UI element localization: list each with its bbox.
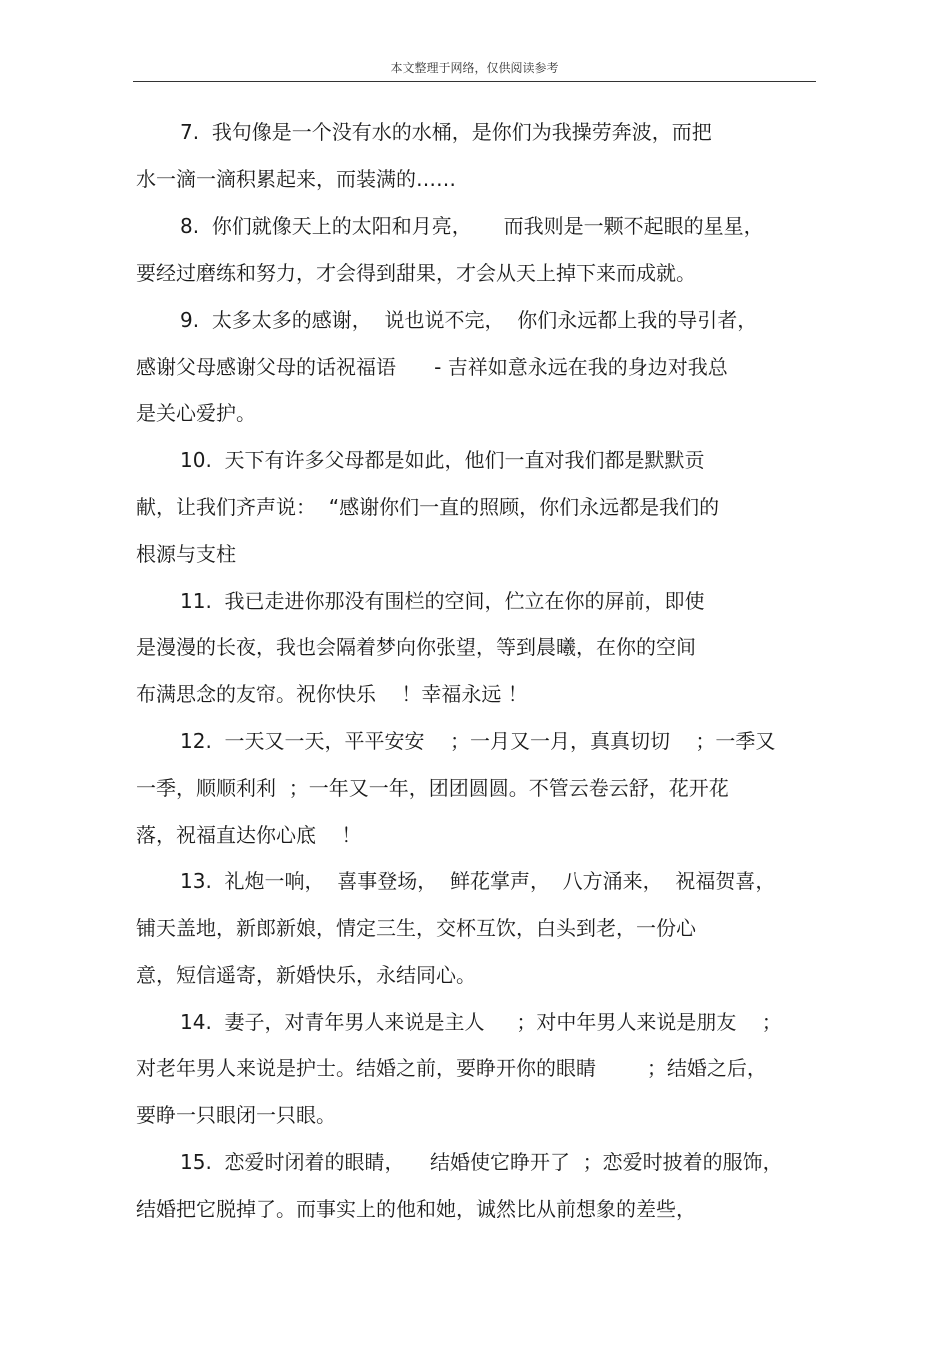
paragraph-number: 13. [180, 869, 212, 893]
line-text: 我已走进你那没有围栏的空间，伫立在你的屏前，即使 [224, 589, 705, 613]
line-text: 一天又一天，平平安安 ；一月又一月，真真切切 ；一季又 [224, 729, 776, 753]
paragraph-15-line-1 [180, 1148, 783, 1176]
paragraph-number: 12. [180, 729, 212, 753]
line-text: 恋爱时闭着的眼睛， 结婚使它睁开了 ；恋爱时披着的服饰， [224, 1150, 783, 1174]
paragraph-13-line-3: 意，短信遥寄，新婚快乐，永结同心。 [136, 963, 476, 987]
paragraph-11-line-1 [180, 587, 705, 615]
paragraph-9-line-2: 感谢父母感谢父母的话祝福语 - 吉祥如意永远在我的身边对我总 [136, 355, 728, 379]
paragraph-7-line-2: 水一滴一滴积累起来，而装满的…… [136, 167, 456, 191]
paragraph-number: 10. [180, 448, 212, 472]
line-text: 太多太多的感谢， 说也说不完， 你们永远都上我的导引者， [211, 308, 758, 332]
paragraph-7-line-1 [180, 118, 712, 146]
paragraph-number: 14. [180, 1010, 212, 1034]
paragraph-14-line-3: 要睁一只眼闭一只眼。 [136, 1103, 336, 1127]
paragraph-8-line-1 [180, 212, 764, 240]
paragraph-15-line-2: 结婚把它脱掉了。而事实上的他和她，诚然比从前想象的差些， [136, 1197, 696, 1221]
line-text: 我句像是一个没有水的水桶，是你们为我操劳奔波，而把 [211, 120, 712, 144]
paragraph-11-line-3: 布满思念的友帘。祝你快乐 ！幸福永远 ！ [136, 682, 528, 706]
paragraph-number: 8. [180, 214, 200, 238]
paragraph-10-line-1 [180, 446, 705, 474]
paragraph-8-line-2: 要经过磨练和努力，才会得到甜果，才会从天上掉下来而成就。 [136, 261, 696, 285]
paragraph-13-line-2: 铺天盖地，新郎新娘，情定三生，交杯互饮，白头到老，一份心 [136, 916, 696, 940]
paragraph-10-line-3: 根源与支柱 [136, 542, 236, 566]
line-text: 礼炮一响， 喜事登场， 鲜花掌声， 八方涌来， 祝福贺喜， [224, 869, 776, 893]
line-text: 你们就像天上的太阳和月亮， 而我则是一颗不起眼的星星， [211, 214, 764, 238]
paragraph-number: 15. [180, 1150, 212, 1174]
paragraph-12-line-3: 落，祝福直达你心底 ！ [136, 823, 362, 847]
paragraph-9-line-3: 是关心爱护。 [136, 401, 256, 425]
paragraph-9-line-1 [180, 306, 757, 334]
paragraph-12-line-2: 一季，顺顺利利 ；一年又一年，团团圆圆。不管云卷云舒，花开花 [136, 776, 729, 800]
paragraph-14-line-2: 对老年男人来说是护士。结婚之前，要睁开你的眼睛 ；结婚之后， [136, 1056, 767, 1080]
paragraph-number: 7. [180, 120, 200, 144]
line-text: 天下有许多父母都是如此，他们一直对我们都是默默贡 [224, 448, 705, 472]
paragraph-number: 11. [180, 589, 212, 613]
page-header [133, 57, 816, 82]
paragraph-14-line-1 [180, 1008, 782, 1036]
header-note: 本文整理于网络，仅供阅读参考 [390, 61, 559, 75]
paragraph-10-line-2: 献，让我们齐声说： “感谢你们一直的照顾，你们永远都是我们的 [136, 495, 720, 519]
paragraph-12-line-1 [180, 727, 775, 755]
paragraph-number: 9. [180, 308, 200, 332]
paragraph-13-line-1 [180, 867, 775, 895]
line-text: 妻子，对青年男人来说是主人 ；对中年男人来说是朋友 ； [224, 1010, 782, 1034]
paragraph-11-line-2: 是漫漫的长夜，我也会隔着梦向你张望，等到晨曦，在你的空间 [136, 635, 696, 659]
